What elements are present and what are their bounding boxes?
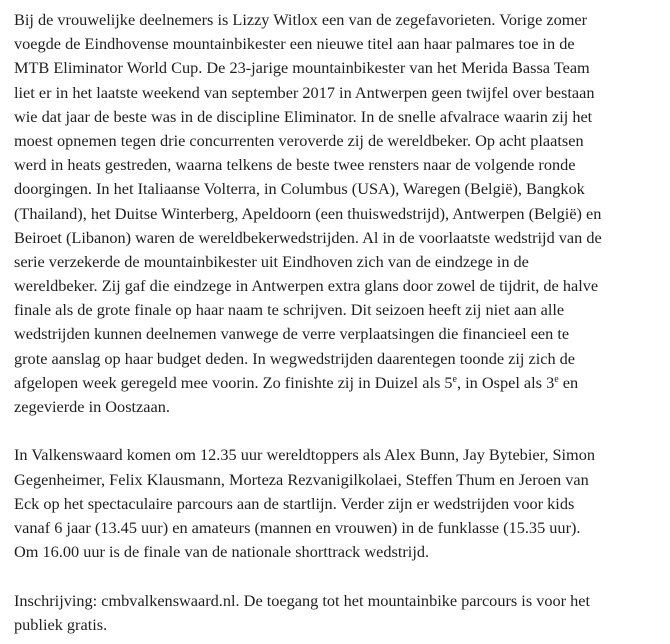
ordinal-suffix: e xyxy=(452,373,457,385)
text-line: finale als de grote finale op haar naam te schrijven. Dit seizoen heeft zij niet aan alle xyxy=(14,300,565,320)
paragraph-lizzy-witlox xyxy=(14,8,662,419)
text-segment: en xyxy=(558,372,579,392)
text-line: Bij de vrouwelijke deelnemers is Lizzy Witlox een van de zegefavorieten. Vorige zomer xyxy=(14,10,588,29)
text-line: vanaf 6 jaar (13.45 uur) en amateurs (mannen en vrouwen) in de funklasse (15.35 uur). xyxy=(14,517,581,537)
text-line: publiek gratis. xyxy=(14,614,108,634)
text-segment: , in Ospel als xyxy=(457,372,543,392)
paragraph-valkenswaard-program xyxy=(14,443,662,564)
article-body xyxy=(14,8,662,637)
text-segment: afgelopen week geregeld mee voorin. Zo finishte zij in Duizel als xyxy=(14,372,441,392)
ordinal-suffix: e xyxy=(554,373,559,385)
text-line: Om 16.00 uur is de finale van de nationale shorttrack wedstrijd. xyxy=(14,542,430,562)
paragraph-spacer xyxy=(14,564,662,588)
text-line: doorgingen. In het Italiaanse Volterra, in Columbus (USA), Waregen (België), Bangkok xyxy=(14,179,585,199)
text-line: grote aanslag op haar budget deden. In wegwedstrijden daarentegen toonde zij zich de xyxy=(14,348,576,368)
text-line: moest opnemen tegen drie concurrenten veroverde zij de wereldbeker. Op acht plaatsen xyxy=(14,130,584,150)
text-line: wedstrijden kunnen deelnemen vanwege de verre verplaatsingen die financieel een te xyxy=(14,324,570,344)
text-line: wereldbeker. Zij gaf die eindzege in Antwerpen extra glans door zowel de tijdrit, de halve xyxy=(14,276,599,296)
text-line: voegde de Eindhovense mountainbikester een nieuwe titel aan haar palmares toe in de xyxy=(14,34,575,54)
rank-number: 3 xyxy=(546,372,555,392)
text-line: Eck op het spectaculaire parcours aan de startlijn. Verder zijn er wedstrijden voor kids xyxy=(14,493,575,513)
paragraph-registration xyxy=(14,589,662,637)
text-line: zegevierde in Oostzaan. xyxy=(14,397,170,416)
rank-number: 5 xyxy=(444,372,453,392)
text-line: werd in heats gestreden, waarna telkens de beste twee rensters naar de volgende ronde xyxy=(14,155,576,175)
text-line: In Valkenswaard komen om 12.35 uur wereldtoppers als Alex Bunn, Jay Bytebier, Simon xyxy=(14,445,596,465)
text-line: Gegenheimer, Felix Klausmann, Morteza Rezvanigilkolaei, Steffen Thum en Jeroen van xyxy=(14,469,589,489)
text-line: Inschrijving: cmbvalkenswaard.nl. De toegang tot het mountainbike parcours is voor het xyxy=(14,590,591,610)
text-line: liet er in het laatste weekend van september 2017 in Antwerpen geen twijfel over bestaan xyxy=(14,82,595,102)
text-line: Beiroet (Libanon) waren de wereldbekerwedstrijden. Al in de voorlaatste wedstrijd van de xyxy=(14,227,602,247)
paragraph-spacer xyxy=(14,419,662,443)
text-line: MTB Eliminator World Cup. De 23-jarige mountainbikester van het Merida Bassa Team xyxy=(14,58,590,78)
text-line: (Thailand), het Duitse Winterberg, Apeldoorn (een thuiswedstrijd), Antwerpen (België) en xyxy=(14,203,602,223)
text-line: serie verzekerde de mountainbikester uit Eindhoven zich van de eindzege in de xyxy=(14,251,529,271)
text-line-with-ranks xyxy=(14,371,662,395)
text-line: wie dat jaar de beste was in de discipline Eliminator. In de snelle afvalrace waarin zij het xyxy=(14,106,593,126)
